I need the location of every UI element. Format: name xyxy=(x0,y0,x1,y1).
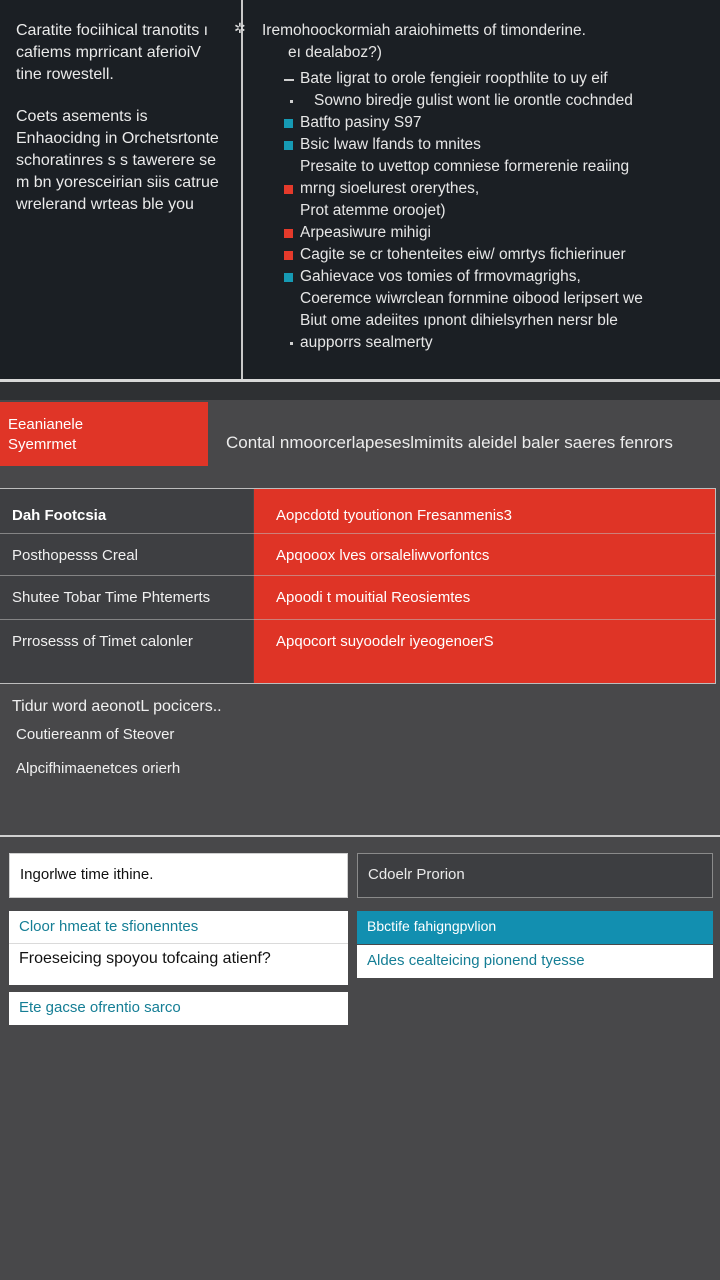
top-panel xyxy=(0,0,720,380)
feature-list-item xyxy=(262,68,712,90)
feature-list-item xyxy=(262,266,712,288)
dropdown-select[interactable]: Cdoelr Prorion xyxy=(357,853,713,898)
text-input[interactable]: Ingorlwe time ithine. xyxy=(9,853,348,898)
feature-list-item xyxy=(262,288,712,310)
table-cell-label: Prrosesss of Timet calonler xyxy=(12,633,193,650)
feature-list-text: Bate ligrat to orole fengieir roopthlite to uy eif xyxy=(300,70,608,87)
feature-list-text: Arpeasiwure mihigi xyxy=(300,224,431,241)
feature-list-text: Presaite to uvettop comniese formerenie reaiing xyxy=(300,158,630,175)
feature-list-text: mrng sioelurest orerythes, xyxy=(300,180,480,197)
notes-block xyxy=(12,696,312,793)
intro-paragraph: Caratite fociihical tranotits ı cafiems mprricant aferioiV tine rowestell. xyxy=(16,22,209,83)
bullet-dash-icon xyxy=(290,100,293,103)
feature-list-column xyxy=(262,20,712,354)
notes-title: Tidur word aeonotL pocicers.. xyxy=(12,698,222,715)
feature-list-text: Sowno biredje gulist wont lie orontle cochnded xyxy=(314,92,633,109)
feature-list xyxy=(262,68,712,354)
table-row[interactable] xyxy=(0,533,715,578)
feature-list-text: Cagite se cr tohenteites eiw/ omrtys fichierinuer xyxy=(300,246,626,263)
feature-list-item xyxy=(262,156,712,178)
section-divider xyxy=(0,835,720,837)
feature-list-item xyxy=(262,90,712,112)
feature-list-item xyxy=(262,222,712,244)
bullet-dash-icon xyxy=(290,342,293,345)
bullet-square-icon xyxy=(284,273,293,282)
intro-paragraph: Coets asements is Enhaocidng in Orchetsrtonte schoratinres s s tawerere se m bn yoresceirian siis catrue wrelerand wrteas ble you xyxy=(16,108,219,213)
option-list xyxy=(9,911,348,985)
section-tab-line: Eeanianele xyxy=(8,416,84,433)
list-option[interactable]: Froeseicing spoyou tofcaing atienf? xyxy=(19,950,271,967)
bullet-square-icon xyxy=(284,185,293,194)
table-row[interactable] xyxy=(0,493,715,538)
section-tab-line: Syemrmet xyxy=(8,436,77,453)
table-cell-value: Apqocort suyoodelr iyeogenoerS xyxy=(276,633,494,650)
intro-text-column xyxy=(16,20,226,236)
table-row[interactable] xyxy=(0,619,715,664)
feature-list-title: Iremohoockormiah araiohimetts of timonderine. xyxy=(262,22,586,39)
feature-list-item xyxy=(262,178,712,200)
feature-list-item xyxy=(262,332,712,354)
table-cell-label: Shutee Tobar Time Phtemerts xyxy=(12,589,211,606)
section-tab[interactable] xyxy=(0,402,208,466)
section-gap xyxy=(0,382,720,400)
notes-item: Alpcifhimaenetces orierh xyxy=(16,760,181,777)
section-caption: Contal nmoorcerlapeseslmimits aleidel baler saeres fenrors xyxy=(226,433,673,452)
table-cell-value: Apoodi t mouitial Reosiemtes xyxy=(276,589,471,606)
feature-list-item xyxy=(262,112,712,134)
notes-item: Coutiereanm of Steover xyxy=(16,726,175,743)
table-cell-label: Posthopesss Creal xyxy=(12,547,138,564)
feature-list-item xyxy=(262,244,712,266)
bullet-dash-icon xyxy=(284,79,294,81)
bullet-square-icon xyxy=(284,251,293,260)
table-cell-value: Aopcdotd tyoutionon Fresanmenis3 xyxy=(276,507,512,524)
list-option[interactable]: Cloor hmeat te sfionenntes xyxy=(9,911,348,944)
bullet-square-icon xyxy=(284,119,293,128)
feature-list-text: Gahievace vos tomies of frmovmagrighs, xyxy=(300,268,581,285)
action-button[interactable]: Aldes cealteicing pionend tyesse xyxy=(357,945,713,978)
feature-list-item xyxy=(262,200,712,222)
feature-list-item xyxy=(262,310,712,332)
table-cell-value: Apqooox lves orsaleliwvorfontcs xyxy=(276,547,490,564)
table-row[interactable] xyxy=(0,575,715,620)
feature-list-text: Prot atemme oroojet) xyxy=(300,202,446,219)
feature-list-text: Batfto pasiny S97 xyxy=(300,114,422,131)
pin-icon: ✲ xyxy=(234,20,246,36)
feature-list-text: aupporrs sealmerty xyxy=(300,334,433,351)
feature-list-subtitle: eı dealaboz?) xyxy=(288,44,382,61)
table-cell-label: Dah Footcsia xyxy=(12,507,107,524)
feature-list-text: Bsic lwaw lfands to mnites xyxy=(300,136,481,153)
secondary-button[interactable]: Ete gacse ofrentio sarco xyxy=(9,992,348,1025)
primary-button[interactable]: Bbctife fahigngpvlion xyxy=(357,911,713,944)
feature-list-item xyxy=(262,134,712,156)
column-divider xyxy=(241,0,243,380)
data-table xyxy=(0,488,716,684)
bullet-square-icon xyxy=(284,141,293,150)
feature-list-text: Biut ome adeiites ıpnont dihielsyrhen nersr ble xyxy=(300,312,618,329)
bullet-square-icon xyxy=(284,229,293,238)
feature-list-text: Coeremce wiwrclean fornmine oibood leripsert we xyxy=(300,290,643,307)
